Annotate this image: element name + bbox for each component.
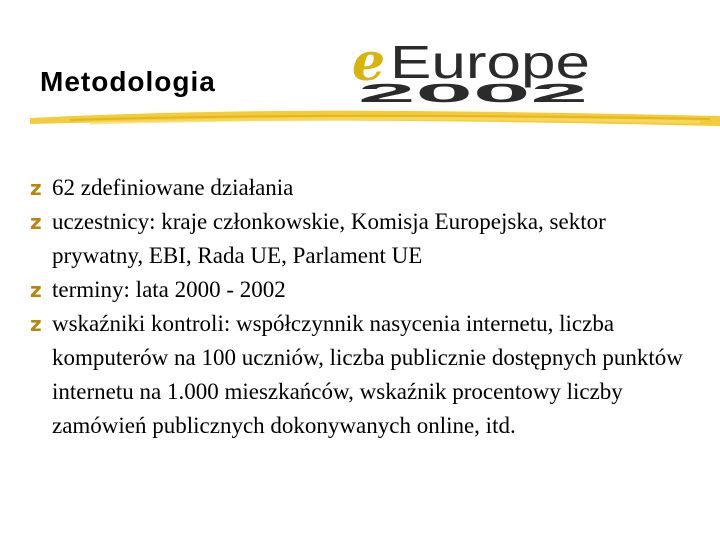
brush-stroke-divider <box>30 102 720 132</box>
z-bullet-icon: z <box>30 176 42 200</box>
z-bullet-icon: z <box>30 278 42 302</box>
eeurope-2002-logo <box>350 38 600 104</box>
logo-e: e <box>352 38 386 93</box>
bullet-item <box>30 205 700 273</box>
bullet-text: wskaźniki kontroli: współczynnik nasycenia internetu, liczba komputerów na 100 uczniów, liczba publicznie dostępnych punktów internetu na 1.000 mieszkańców, wskaźnik procentowy liczby zamówień publicznych dokonywanych online, itd. <box>52 311 683 438</box>
z-bullet-icon: z <box>30 210 42 234</box>
bullet-item <box>30 307 700 443</box>
logo-year: 2002 <box>358 78 588 104</box>
logo-wordmark: Europe <box>390 38 590 88</box>
z-bullet-icon: z <box>30 312 42 336</box>
bullet-text: terminy: lata 2000 - 2002 <box>52 277 286 302</box>
bullet-text: 62 zdefiniowane działania <box>52 175 294 200</box>
slide-title: Metodologia <box>40 66 216 97</box>
bullet-item <box>30 171 700 205</box>
bullet-text: uczestnicy: kraje członkowskie, Komisja Europejska, sektor prywatny, EBI, Rada UE, Parlament UE <box>52 209 606 268</box>
bullet-item <box>30 273 700 307</box>
bullet-list <box>30 171 700 443</box>
